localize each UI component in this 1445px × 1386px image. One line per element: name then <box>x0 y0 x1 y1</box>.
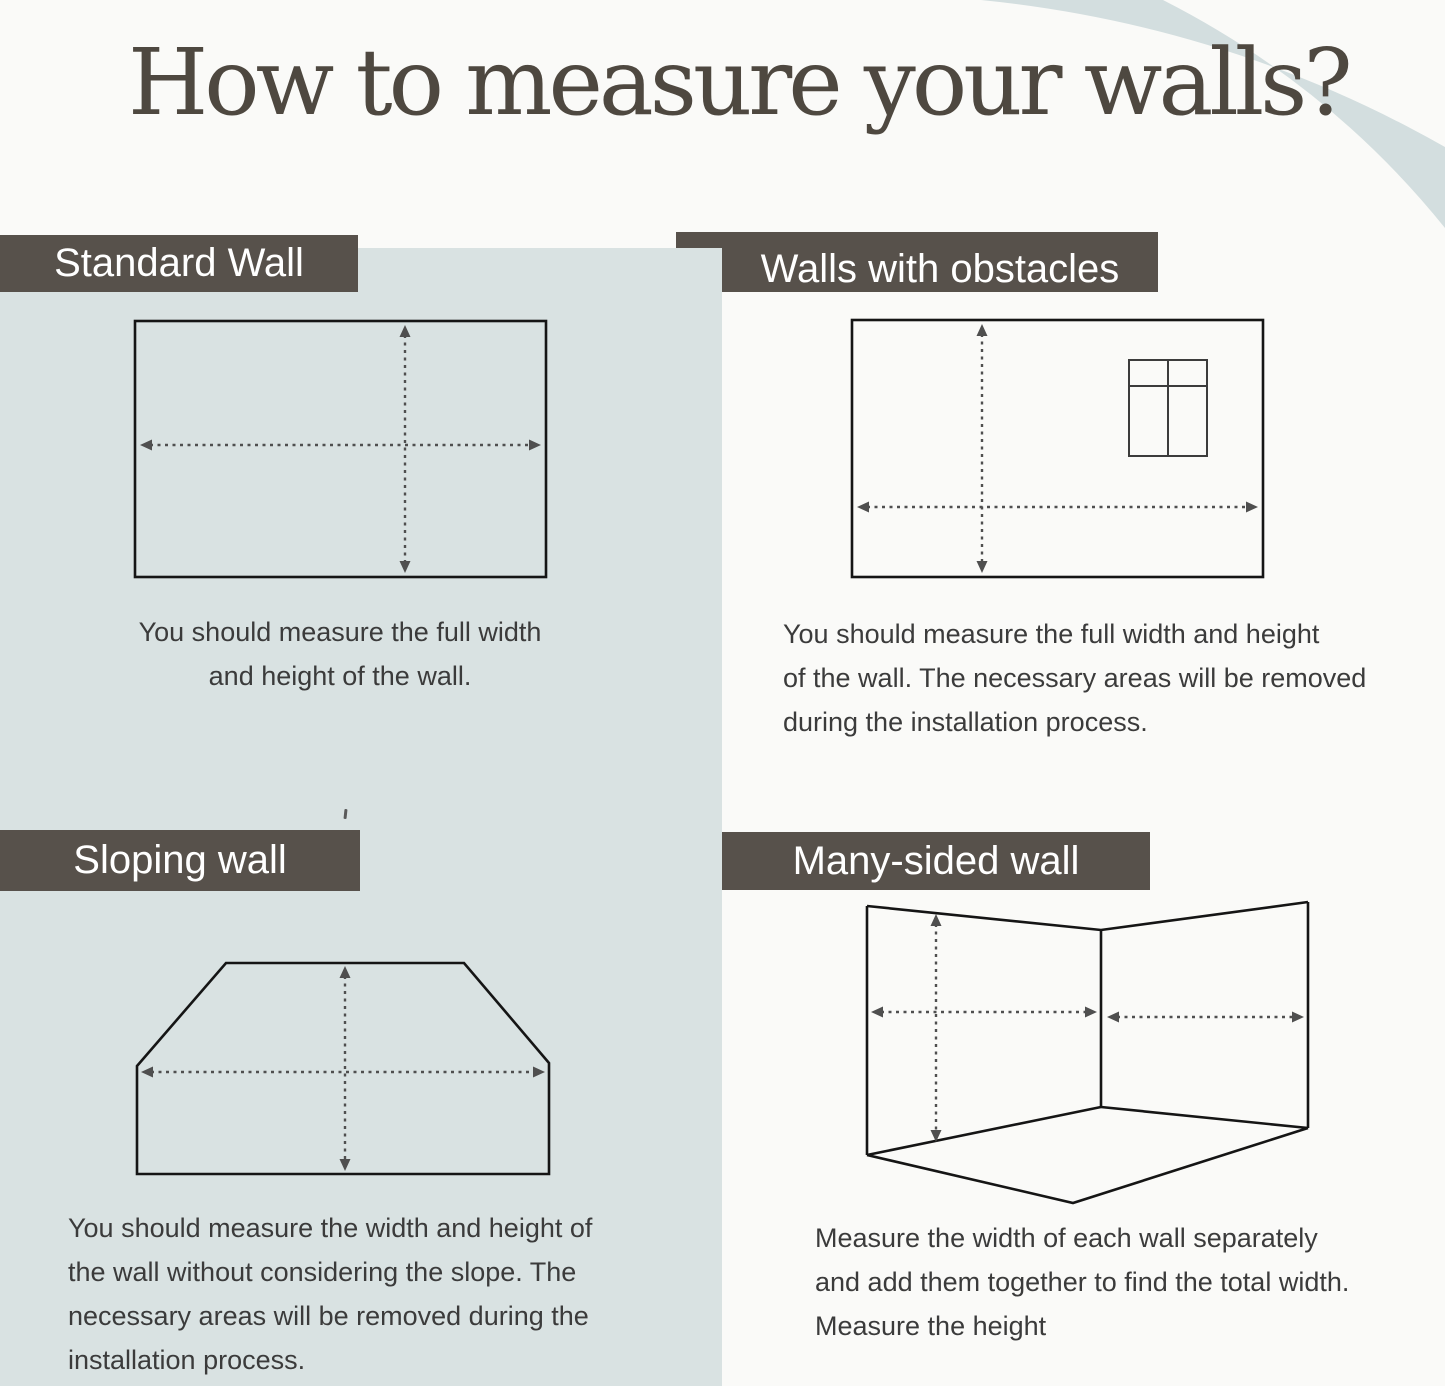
walls-with-obstacles-description <box>783 612 1366 744</box>
wall-outline <box>135 321 546 577</box>
width-arrow <box>140 440 541 451</box>
right-wall-width-arrow <box>1107 1012 1304 1023</box>
description-line: Measure the width of each wall separately <box>815 1223 1318 1253</box>
window-icon <box>1129 360 1207 456</box>
section-label: Sloping wall <box>73 838 287 882</box>
height-arrow <box>400 325 411 573</box>
description-line: and add them together to find the total width. <box>815 1267 1350 1297</box>
wall-outline <box>137 963 549 1174</box>
height-arrow <box>931 914 942 1142</box>
sloping-wall-diagram <box>100 940 580 1200</box>
section-header-sloping-wall <box>0 830 360 891</box>
description-line: the wall without considering the slope. The <box>68 1257 577 1287</box>
description-line: of the wall. The necessary areas will be removed <box>783 663 1367 693</box>
description-line: You should measure the width and height of <box>68 1213 593 1243</box>
sloping-wall-description <box>68 1206 592 1382</box>
many-sided-wall-diagram <box>840 880 1330 1220</box>
left-wall-width-arrow <box>871 1007 1097 1018</box>
description-line: necessary areas will be removed during the <box>68 1301 589 1331</box>
description-line: You should measure the full width and height <box>783 619 1320 649</box>
wall-outline <box>852 320 1263 577</box>
description-line: Measure the height <box>815 1311 1047 1341</box>
height-arrow <box>340 966 351 1171</box>
corner-walls-outline <box>867 902 1308 1203</box>
standard-wall-description <box>100 610 580 698</box>
height-arrow <box>977 324 988 573</box>
width-arrow <box>857 502 1258 513</box>
page-title: How to measure your walls? <box>128 29 1349 136</box>
description-line: installation process. <box>68 1345 306 1375</box>
section-label: Walls with obstacles <box>760 246 1120 291</box>
section-label: Many-sided wall <box>792 838 1080 883</box>
width-arrow <box>141 1067 545 1078</box>
description-line: and height of the wall. <box>208 661 472 691</box>
walls-with-obstacles-diagram <box>830 300 1290 600</box>
section-header-walls-with-obstacles <box>722 246 1158 292</box>
section-header-standard-wall <box>0 235 358 292</box>
many-sided-wall-description <box>815 1216 1349 1348</box>
standard-wall-diagram <box>100 300 600 600</box>
section-label: Standard Wall <box>54 241 304 285</box>
description-line: during the installation process. <box>783 707 1148 737</box>
description-line: You should measure the full width <box>138 617 542 647</box>
